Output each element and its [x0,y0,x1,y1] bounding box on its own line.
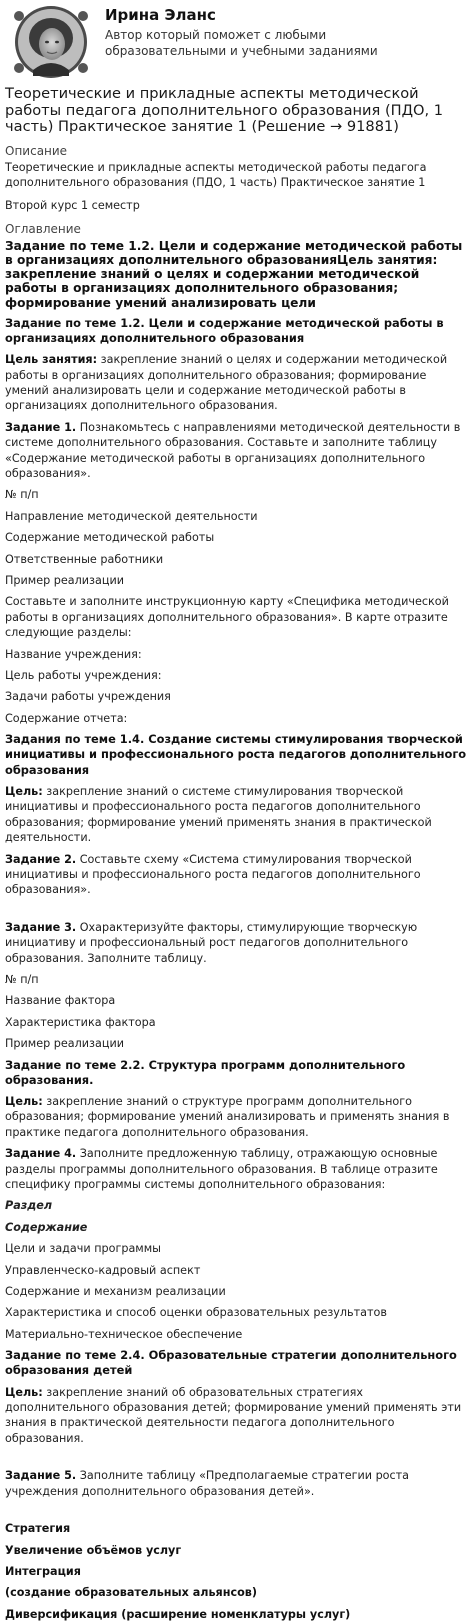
table-row: Характеристика и способ оценки образовательных результатов [5,1306,387,1320]
task-label: Задание 4. [5,1147,77,1161]
topic-1-2-goal [5,352,469,414]
table-row: Диверсификация (расширение номенклатуры услуг) [5,1607,351,1621]
task-label: Задание 1. [5,420,77,434]
spacer [5,898,469,914]
table-row: Интеграция [5,1564,81,1578]
topic-heading-2-4: Задание по теме 2.4. Образовательные стратегии дополнительного образования детей [5,1348,457,1378]
author-card [5,0,469,84]
table-row: № п/п [5,488,39,502]
table-row: Цели и задачи программы [5,1242,162,1256]
task-label: Задание 2. [5,852,77,866]
topic-1-4-goal [5,784,469,846]
author-description: Автор который поможет с любыми образовательными и учебными заданиями [105,28,378,58]
task-text: Заполните таблицу «Предполагаемые стратегии роста учреждения дополнительного образования детей». [5,1469,410,1498]
table-row: Название фактора [5,994,116,1008]
description-label: Описание [5,143,68,158]
goal-text: закрепление знаний о структуре программ дополнительного образования; формирование умений анализировать и применять знания в практике педагога дополнительного образования. [5,1094,450,1139]
task-4 [5,1146,469,1192]
list-item: Задачи работы учреждения [5,690,171,704]
task-label: Задание 5. [5,1469,77,1483]
table-row: № п/п [5,972,39,986]
table-row: Характеристика фактора [5,1015,156,1029]
spacer [5,1499,469,1515]
topic-2-4-goal [5,1385,469,1447]
portrait-photo-icon [11,4,91,80]
table-row: Содержание методической работы [5,531,215,545]
goal-label: Цель: [5,784,43,798]
task-2 [5,852,469,898]
topic-heading-2-2: Задание по теме 2.2. Структура программ дополнительного образования. [5,1057,406,1087]
table-row: Направление методической деятельности [5,509,258,523]
list-item: Содержание отчета: [5,711,128,725]
task-3 [5,920,469,966]
table-row: (создание образовательных альянсов) [5,1586,257,1600]
table-row: Увеличение объёмов услуг [5,1543,182,1557]
goal-text: закрепление знаний о целях и содержании методической работы в организациях дополнительного образования; формирование умений анализировать цели и содержание методической работы в организациях дополнительного образования. [5,353,448,413]
description-text: Теоретические и прикладные аспекты методической работы педагога дополнительного образования (ПДО, 1 часть) Практическое занятие 1 [5,160,427,189]
table-row: Пример реализации [5,574,124,588]
table-row: Материально-техническое обеспечение [5,1327,243,1341]
table-row: Содержание и механизм реализации [5,1285,226,1299]
task-1-instruction: Составьте и заполните инструкционную карту «Специфика методической работы в организациях дополнительного образования». В карте отразите следующие разделы: [5,595,449,640]
task-text: Познакомьтесь с направлениями методической деятельности в системе дополнительного образования. Составьте и заполните таблицу «Содержание методической работы в организациях дополнительного образования». [5,420,461,480]
page-title: Теоретические и прикладные аспекты методической работы педагога дополнительного образования (ПДО, 1 часть) Практическое занятие 1 (Решение → 91881) [5,85,444,135]
task-5 [5,1468,469,1499]
task-text: Составьте схему «Система стимулирования творческой инициативы и профессионального роста педагогов дополнительного образования». [5,852,421,897]
course-info: Второй курс 1 семестр [5,199,140,213]
toc-heading: Задание по теме 1.2. Цели и содержание методической работы в организациях дополнительного образованияЦель занятия: закрепление знаний о целях и содержании методической работы в организациях дополнительного образования; формирование умений анализировать цели [5,238,463,310]
toc-label: Оглавление [5,221,81,236]
list-item: Название учреждения: [5,647,142,661]
goal-label: Цель занятия: [5,353,98,367]
task-label: Задание 3. [5,920,77,934]
topic-heading-1-2: Задание по теме 1.2. Цели и содержание методической работы в организациях дополнительного образования [5,315,444,345]
topic-2-2-goal [5,1094,469,1140]
author-name[interactable]: Ирина Эланс [105,6,216,24]
task-1 [5,420,469,482]
task-text: Охарактеризуйте факторы, стимулирующие творческую инициативу и профессиональный рост педагогов дополнительного образования. Заполните таблицу. [5,920,418,965]
avatar[interactable] [11,4,91,80]
table-row: Пример реализации [5,1037,124,1051]
goal-text: закрепление знаний об образовательных стратегиях дополнительного образования детей; формирование умений применять эти знания в практической деятельности педагога дополнительного образования. [5,1385,462,1445]
table-header-section: Раздел [5,1199,53,1213]
task-text: Заполните предложенную таблицу, отражающую основные разделы программы дополнительного образования. В таблице отразите специфику программы системы дополнительного образования: [5,1147,438,1191]
spacer [5,1446,469,1462]
topic-heading-1-4: Задания по теме 1.4. Создание системы стимулирования творческой инициативы и профессионального роста педагогов дополнительного образования [5,732,467,777]
list-item: Цель работы учреждения: [5,669,162,683]
goal-label: Цель: [5,1094,43,1108]
goal-label: Цель: [5,1385,43,1399]
goal-text: закрепление знаний о системе стимулирования творческой инициативы и профессионального роста педагогов дополнительного образования; формирование умений применять знания в практической деятельности. [5,784,432,845]
table-row: Ответственные работники [5,552,164,566]
table-row: Управленческо-кадровый аспект [5,1263,201,1277]
table-row: Стратегия [5,1522,71,1536]
table-header-content: Содержание [5,1220,88,1234]
